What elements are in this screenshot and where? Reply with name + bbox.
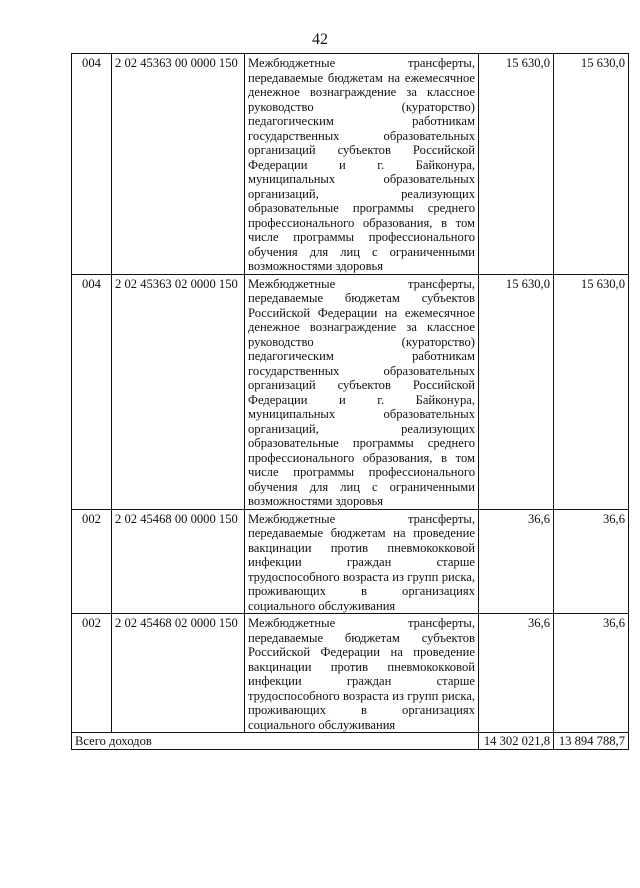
- admin-code: 004: [72, 54, 112, 275]
- amount-year-1: 15 630,0: [479, 274, 554, 509]
- revenue-description: Межбюджетные трансферты, передаваемые бюджетам на ежемесячное денежное вознаграждение за классное руководство (кураторство) педагогическим работникам государственных образовательных организаций субъектов Российской Федерации и г. Байконура, муниципальных образовательных организаций, реализующих образовательные программы среднего профессионального образования, в том числе программы профессионального обучения для лиц с ограниченными возможностями здоровья: [245, 54, 479, 275]
- total-row: [72, 733, 629, 750]
- budget-classification-code: 2 02 45363 00 0000 150: [112, 54, 245, 275]
- amount-year-2: 15 630,0: [554, 54, 629, 275]
- budget-classification-code: 2 02 45468 02 0000 150: [112, 614, 245, 733]
- budget-classification-code: 2 02 45468 00 0000 150: [112, 509, 245, 614]
- page-number: 42: [312, 31, 328, 48]
- amount-year-1: 36,6: [479, 509, 554, 614]
- table-row: [72, 274, 629, 509]
- amount-year-1: 15 630,0: [479, 54, 554, 275]
- admin-code: 002: [72, 614, 112, 733]
- admin-code: 004: [72, 274, 112, 509]
- total-label: Всего доходов: [72, 733, 479, 750]
- table-row: [72, 614, 629, 733]
- amount-year-2: 36,6: [554, 509, 629, 614]
- admin-code: 002: [72, 509, 112, 614]
- revenue-table: [71, 53, 629, 750]
- table-row: [72, 54, 629, 275]
- revenue-description: Межбюджетные трансферты, передаваемые бюджетам на проведение вакцинации против пневмококковой инфекции граждан старше трудоспособного возраста из групп риска, проживающих в организациях социального обслуживания: [245, 509, 479, 614]
- revenue-description: Межбюджетные трансферты, передаваемые бюджетам субъектов Российской Федерации на проведение вакцинации против пневмококковой инфекции граждан старше трудоспособного возраста из групп риска, проживающих в организациях социального обслуживания: [245, 614, 479, 733]
- total-amount-year-1: 14 302 021,8: [479, 733, 554, 750]
- revenue-description: Межбюджетные трансферты, передаваемые бюджетам субъектов Российской Федерации на ежемесячное денежное вознаграждение за классное руководство (кураторство) педагогическим работникам государственных образовательных организаций субъектов Российской Федерации и г. Байконура, муниципальных образовательных организаций, реализующих образовательные программы среднего профессионального образования, в том числе программы профессионального обучения для лиц с ограниченными возможностями здоровья: [245, 274, 479, 509]
- budget-classification-code: 2 02 45363 02 0000 150: [112, 274, 245, 509]
- total-amount-year-2: 13 894 788,7: [554, 733, 629, 750]
- table-row: [72, 509, 629, 614]
- amount-year-2: 15 630,0: [554, 274, 629, 509]
- amount-year-2: 36,6: [554, 614, 629, 733]
- amount-year-1: 36,6: [479, 614, 554, 733]
